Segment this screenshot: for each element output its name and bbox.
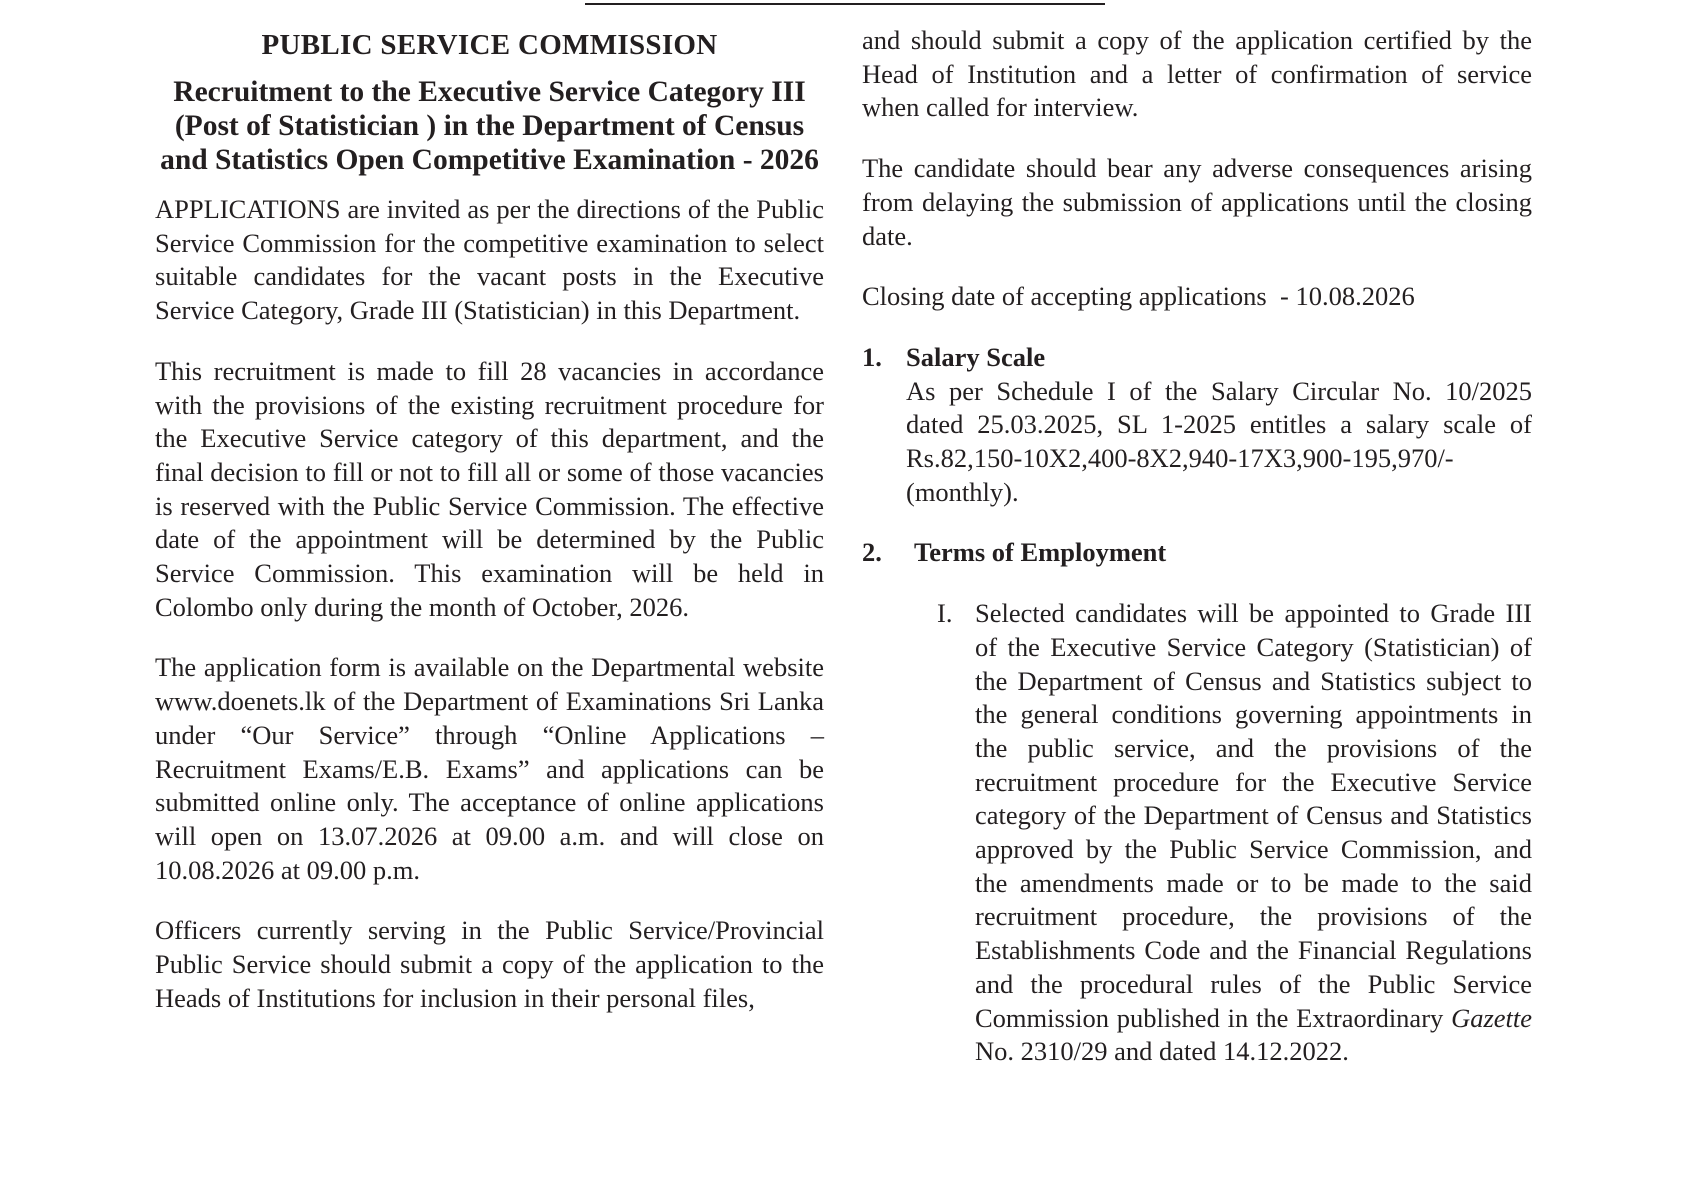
list-item-text-main: Selected candidates will be appointed to Grade III of the Executive Service Category (Statistician) of the Department of Census and Statistics subject to the general conditions governing appointments in the public service, and the provisions of the recruitment procedure for the Executive Service category of the Department of Census and Statistics approved by the Public Service Commission, and the amendments made or to be made to the said recruitment procedure, the provisions of the Establishments Code and the Financial Regulations and the procedural rules of the Public Service Commission published in the Extraordinary — [975, 598, 1532, 1033]
paragraph-invitation: APPLICATIONS are invited as per the directions of the Public Service Commission for the competitive examination to select suitable candidates for the vacant posts in the Executive Service Category, Grade III (Statistician) in this Department. — [155, 194, 824, 326]
section-salary-scale — [862, 341, 1532, 510]
paragraph-adverse-consequences: The candidate should bear any adverse consequences arising from delaying the submission of applications until the closing date. — [862, 153, 1532, 251]
paragraph-application-form: The application form is available on the Departmental website www.doenets.lk of the Department of Examinations Sri Lanka under “Our Service” through “Online Applications – Recruitment Exams/E.B. Exams” and applications can be submitted online only. The acceptance of online applications will open on 13.07.2026 at 09.00 a.m. and will close on 10.08.2026 at 09.00 p.m. — [155, 652, 824, 885]
commission-title: PUBLIC SERVICE COMMISSION — [261, 29, 718, 61]
top-rule — [585, 3, 1105, 5]
list-item-text-end: No. 2310/29 and dated 14.12.2022. — [975, 1036, 1349, 1067]
list-item — [937, 597, 1532, 1069]
list-item-text — [975, 597, 1532, 1069]
section-title: Terms of Employment — [914, 537, 1167, 568]
notice-subtitle: Recruitment to the Executive Service Category III (Post of Statistician ) in the Department of Census and Statistics Open Competitive Examination - 2026 — [160, 76, 819, 176]
section-heading — [862, 341, 1532, 375]
closing-date-line — [862, 280, 1532, 314]
paragraph-serving-officers: Officers currently serving in the Public Service/Provincial Public Service should submit a copy of the application to the Heads of Institutions for inclusion in their personal files, — [155, 915, 824, 1013]
left-column — [155, 24, 824, 1015]
section-body: As per Schedule I of the Salary Circular No. 10/2025 dated 25.03.2025, SL 1-2025 entitles a salary scale of Rs.82,150-10X2,400-8X2,940-17X3,900-195,970/- (monthly). — [906, 375, 1532, 507]
section-number: 2. — [862, 537, 882, 568]
section-heading — [862, 536, 1532, 570]
section-title: Salary Scale — [906, 341, 1046, 372]
list-item-marker: I. — [937, 598, 953, 629]
section-number: 1. — [862, 341, 882, 372]
right-column — [862, 24, 1532, 1096]
gazette-italic: Gazette — [1451, 1002, 1533, 1033]
closing-date-value: - 10.08.2026 — [1280, 281, 1415, 312]
section-terms-of-employment — [862, 536, 1532, 1069]
closing-date-label: Closing date of accepting applications — [862, 281, 1267, 312]
paragraph-certified-copy: and should submit a copy of the application certified by the Head of Institution and a letter of confirmation of service when called for interview. — [862, 25, 1532, 123]
paragraph-vacancies: This recruitment is made to fill 28 vacancies in accordance with the provisions of the existing recruitment procedure for the Executive Service category of this department, and the final decision to fill or not to fill all or some of those vacancies is reserved with the Public Service Commission. The effective date of the appointment will be determined by the Public Service Commission. This examination will be held in Colombo only during the month of October, 2026. — [155, 355, 824, 622]
